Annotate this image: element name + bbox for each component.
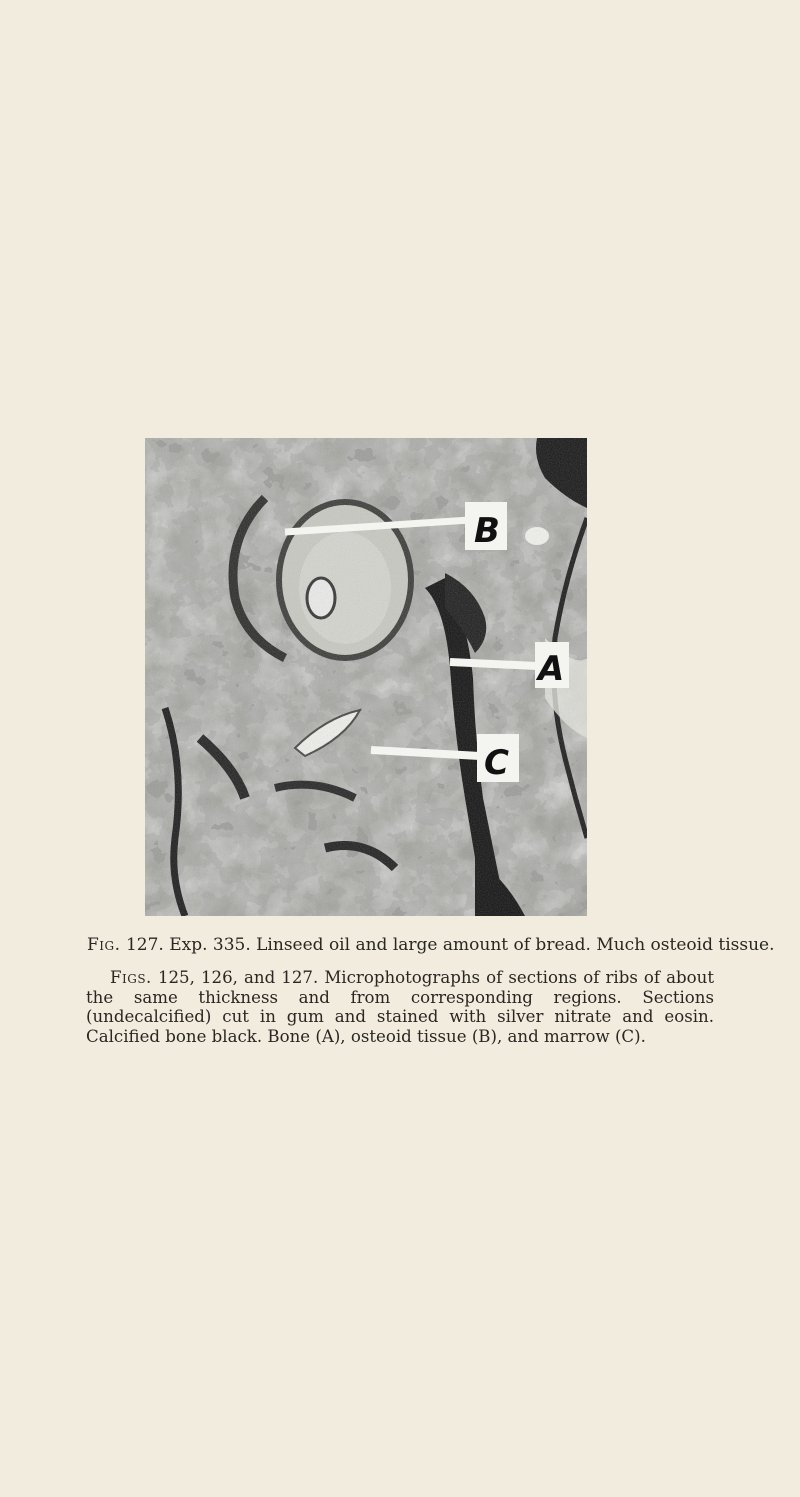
figure-caption-number: 127. <box>125 935 164 955</box>
figure-caption <box>87 934 775 956</box>
figure-caption-label: Fig. <box>87 935 121 955</box>
figure-caption-text: Exp. 335. Linseed oil and large amount of bread. Much osteoid tissue. <box>169 935 775 955</box>
group-caption-label: Figs. <box>110 968 152 987</box>
microphotograph-plate <box>145 438 587 916</box>
label-a: A <box>538 649 565 689</box>
group-caption-text: 125, 126, and 127. Microphotographs of sections of ribs of about the same thickness and from corresponding regions. Sections (undecalcified) cut in gum and stained with silver nitrate and eosin. Calcified bone black. Bone (A), osteoid tissue (B), and marrow (C). <box>86 968 715 1046</box>
group-caption <box>86 968 714 1046</box>
label-b: B <box>474 511 500 551</box>
microphotograph-image <box>145 438 587 916</box>
label-c: C <box>484 743 509 783</box>
